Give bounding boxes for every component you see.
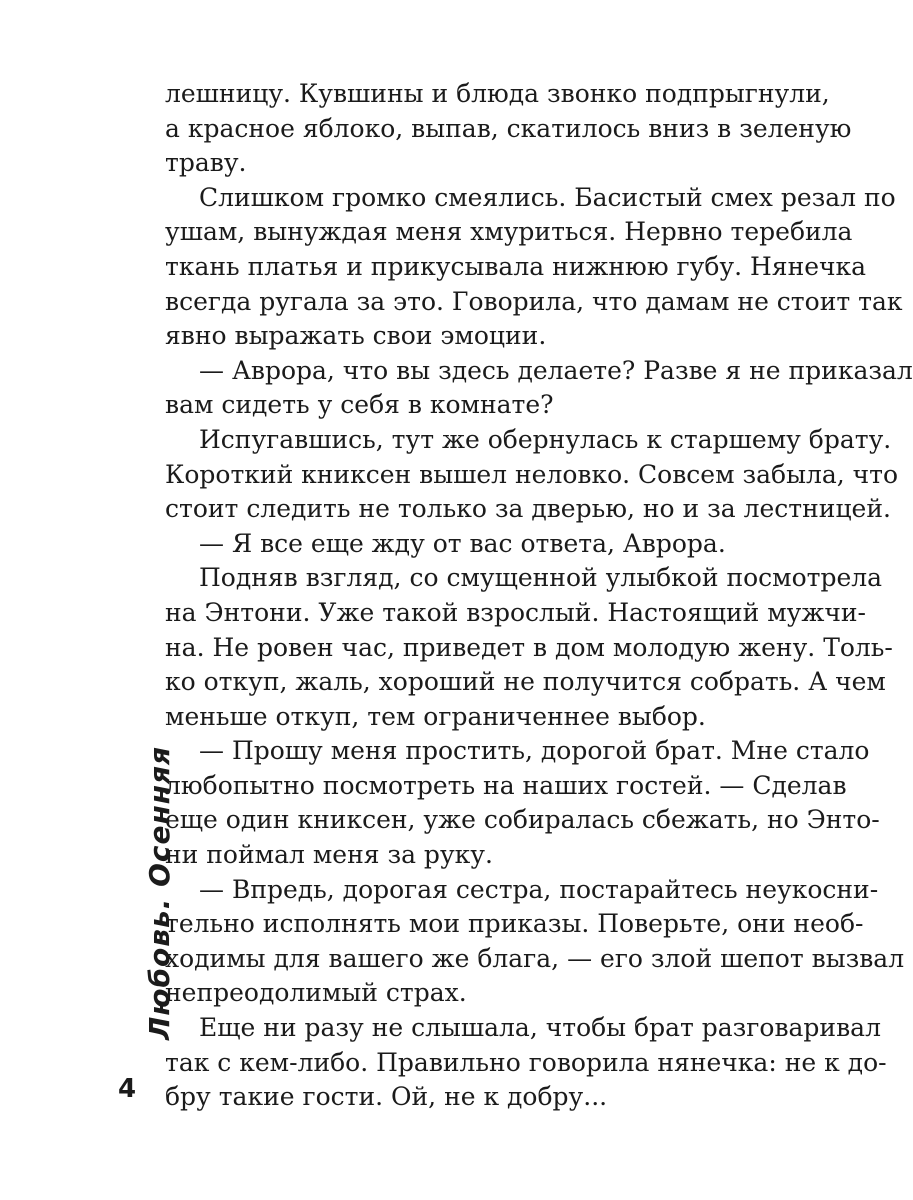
text-line: ушам, вынуждая меня хмуриться. Нервно теребила xyxy=(165,217,853,247)
text-line: на Энтони. Уже такой взрослый. Настоящий мужчи- xyxy=(165,597,867,627)
text-line: стоит следить не только за дверью, но и за лестницей. xyxy=(165,494,891,524)
text-line: непреодолимый страх. xyxy=(165,978,467,1008)
text-line: ткань платья и прикусывала нижнюю губу. Нянечка xyxy=(165,251,867,281)
running-head: Любовь. Осенняя xyxy=(143,745,176,1040)
text-line: ко откуп, жаль, хороший не получится собрать. А чем xyxy=(165,667,886,697)
text-line: — Впредь, дорогая сестра, постарайтесь неукосни- xyxy=(199,874,879,904)
text-line: тельно исполнять мои приказы. Поверьте, они необ- xyxy=(165,909,864,939)
text-line: вам сидеть у себя в комнате? xyxy=(165,390,554,420)
text-line: меньше откуп, тем ограниченнее выбор. xyxy=(165,701,706,731)
text-line: Еще ни разу не слышала, чтобы брат разговаривал xyxy=(199,1013,881,1043)
text-line: явно выражать свои эмоции. xyxy=(165,321,547,351)
text-line: на. Не ровен час, приведет в дом молодую жену. Толь- xyxy=(165,632,893,662)
text-line: еще один книксен, уже собиралась сбежать, но Энто- xyxy=(165,805,880,835)
text-line: Слишком громко смеялись. Басистый смех резал по xyxy=(199,182,896,212)
text-line: траву. xyxy=(165,148,247,178)
text-line: — Я все еще жду от вас ответа, Аврора. xyxy=(199,528,726,558)
text-line: ходимы для вашего же блага, — его злой шепот вызвал xyxy=(165,943,905,973)
body-text xyxy=(165,77,913,1115)
text-line: Испугавшись, тут же обернулась к старшему брату. xyxy=(199,424,892,454)
text-line: — Прошу меня простить, дорогой брат. Мне стало xyxy=(199,736,870,766)
text-line: лешницу. Кувшины и блюда звонко подпрыгнули, xyxy=(165,79,830,108)
text-line: любопытно посмотреть на наших гостей. — Сделав xyxy=(165,770,847,800)
text-line: — Аврора, что вы здесь делаете? Разве я не приказал xyxy=(199,355,913,385)
text-line: Короткий книксен вышел неловко. Совсем забыла, что xyxy=(165,459,899,489)
text-line: ни поймал меня за руку. xyxy=(165,840,493,870)
text-line: Подняв взгляд, со смущенной улыбкой посмотрела xyxy=(199,563,883,593)
page-number: 4 xyxy=(118,1074,137,1104)
text-line: бру такие гости. Ой, не к добру... xyxy=(165,1082,608,1112)
text-line: так с кем-либо. Правильно говорила нянечка: не к до- xyxy=(165,1047,887,1077)
text-line: а красное яблоко, выпав, скатилось вниз в зеленую xyxy=(165,113,852,143)
text-line: всегда ругала за это. Говорила, что дамам не стоит так xyxy=(165,286,903,316)
